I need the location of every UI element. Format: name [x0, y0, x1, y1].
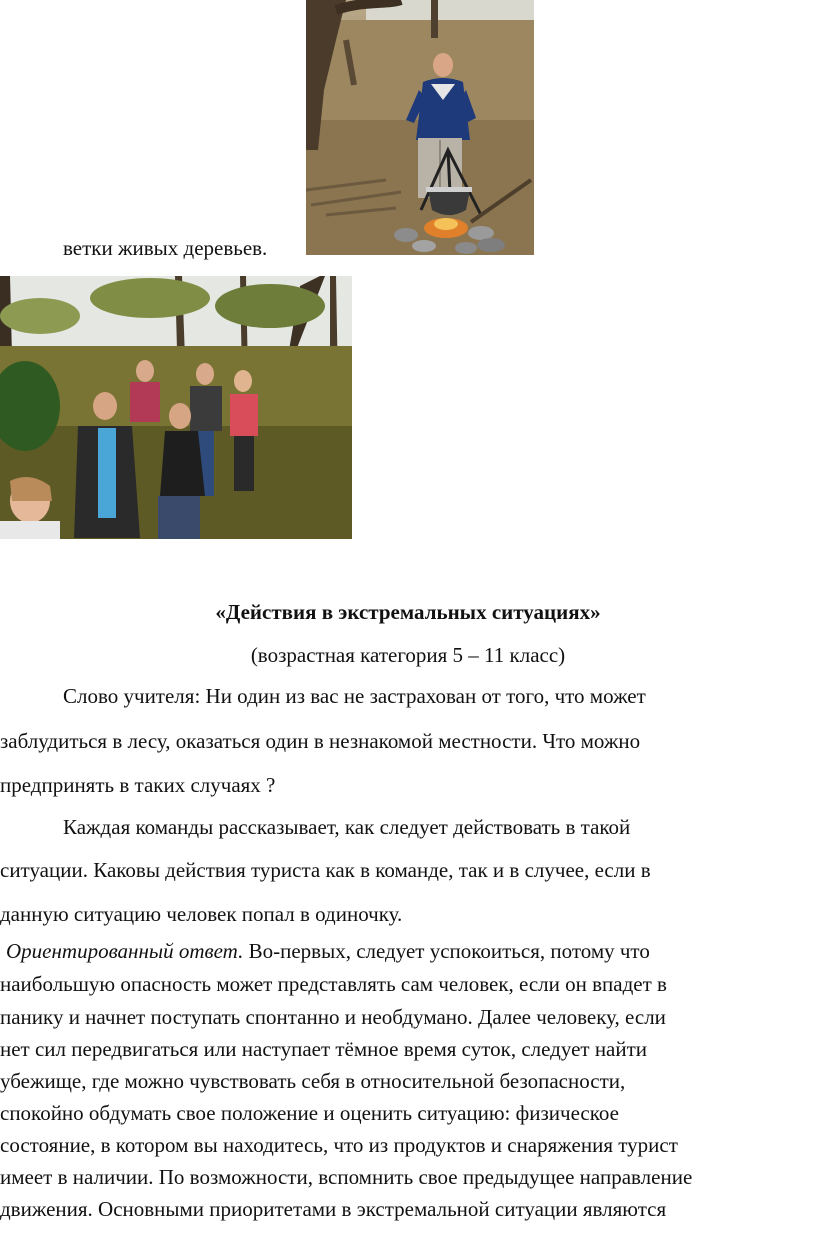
campfire-photo	[306, 0, 534, 255]
group-photo	[0, 276, 352, 539]
paragraph-3-line-7: состояние, в котором вы находитесь, что из продуктов и снаряжения турист	[0, 1133, 678, 1157]
paragraph-3-line-3: панику и начнет поступать спонтанно и необдумано. Далее человеку, если	[0, 1005, 666, 1029]
oriented-answer-label: Ориентированный ответ.	[6, 939, 244, 963]
paragraph-2-line-2: ситуации. Каковы действия туриста как в команде, так и в случее, если в	[0, 858, 651, 882]
paragraph-3-line-9: движения. Основными приоритетами в экстремальной ситуации являются	[0, 1197, 667, 1221]
campfire-photo-illustration	[306, 0, 534, 255]
paragraph-2-line-1: Каждая команды рассказывает, как следует действовать в такой	[63, 815, 631, 839]
paragraph-3-line-1-text: Во-первых, следует успокоиться, потому что	[243, 939, 650, 963]
section-title: «Действия в экстремальных ситуациях»	[215, 600, 601, 624]
paragraph-3-line-2: наибольшую опасность может представлять сам человек, если он впадет в	[0, 972, 667, 996]
paragraph-3-line-5: убежище, где можно чувствовать себя в относительной безопасности,	[0, 1069, 626, 1093]
caption-line: ветки живых деревьев.	[63, 236, 268, 260]
paragraph-1-line-2: заблудиться в лесу, оказаться один в незнакомой местности. Что можно	[0, 729, 641, 753]
paragraph-3-line-8: имеет в наличии. По возможности, вспомнить свое предыдущее направление	[0, 1165, 693, 1189]
paragraph-3-line-6: спокойно обдумать свое положение и оценить ситуацию: физическое	[0, 1101, 619, 1125]
group-photo-illustration	[0, 276, 352, 539]
paragraph-1-line-1: Слово учителя: Ни один из вас не застрахован от того, что может	[63, 684, 646, 708]
paragraph-2-line-3: данную ситуацию человек попал в одиночку.	[0, 902, 403, 926]
paragraph-3-line-1	[6, 937, 650, 965]
paragraph-3-line-4: нет сил передвигаться или наступает тёмное время суток, следует найти	[0, 1037, 648, 1061]
paragraph-1-line-3: предпринять в таких случаях ?	[0, 773, 276, 797]
section-subtitle: (возрастная категория 5 – 11 класс)	[250, 643, 566, 667]
